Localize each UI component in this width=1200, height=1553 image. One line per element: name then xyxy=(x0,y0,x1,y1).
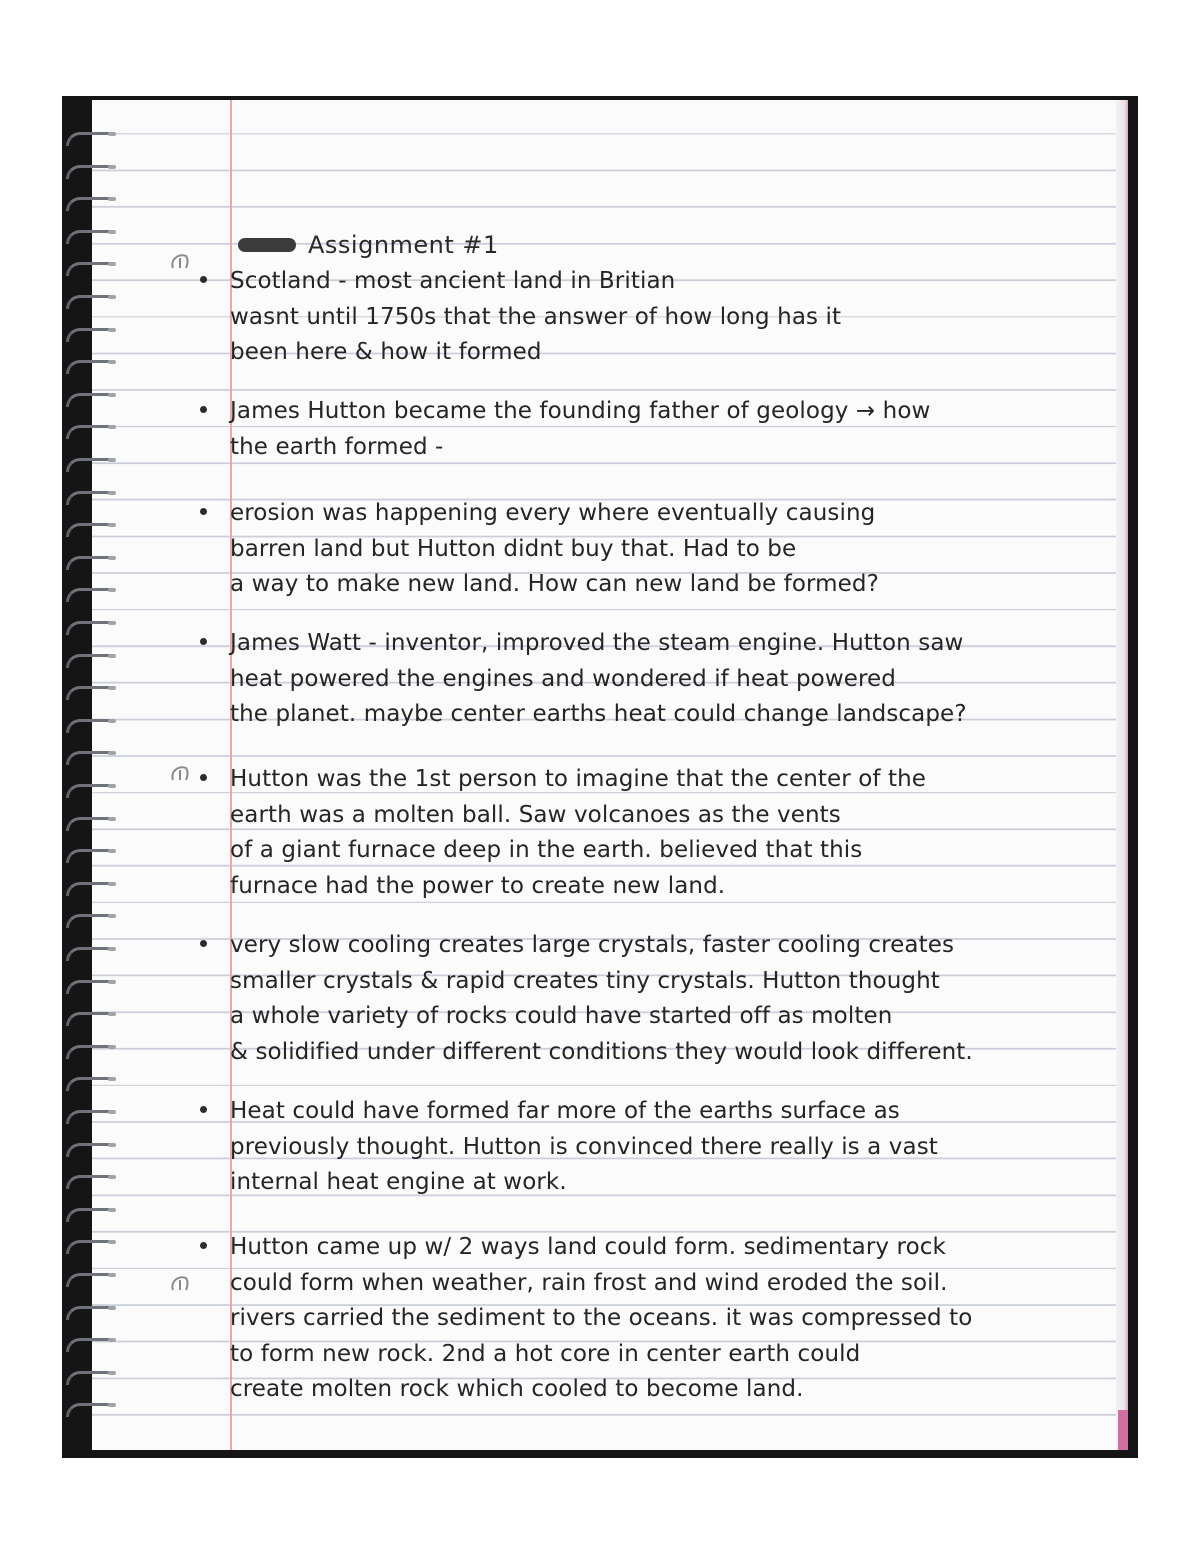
bullet-point xyxy=(200,508,207,515)
note-line: to form new rock. 2nd a hot core in center earth could xyxy=(230,1340,861,1367)
note-line: barren land but Hutton didnt buy that. Had to be xyxy=(230,535,797,562)
note-line: & solidified under different conditions they would look different. xyxy=(230,1038,973,1065)
note-line: Hutton was the 1st person to imagine that the center of the xyxy=(230,766,927,792)
hole-punch-icon xyxy=(168,250,192,274)
note-line: heat powered the engines and wondered if heat powered xyxy=(230,665,896,692)
title-row xyxy=(238,228,499,262)
note-line: furnace had the power to create new land. xyxy=(230,872,726,899)
note-line: James Hutton became the founding father of geology → how xyxy=(230,398,931,424)
bullet-point xyxy=(200,1242,207,1249)
note-line: the planet. maybe center earths heat could change landscape? xyxy=(230,701,967,727)
note-line: rivers carried the sediment to the oceans. it was compressed to xyxy=(230,1305,973,1331)
page-title: Assignment #1 xyxy=(308,231,499,259)
note-line: Heat could have formed far more of the earths surface as xyxy=(230,1098,900,1124)
bullet-point xyxy=(200,276,207,283)
note-item xyxy=(230,928,1060,1070)
scribble-mark xyxy=(238,238,296,252)
note-line: create molten rock which cooled to become land. xyxy=(230,1376,804,1402)
note-item xyxy=(230,626,1060,733)
note-line: a way to make new land. How can new land be formed? xyxy=(230,571,879,597)
hole-punch-icon xyxy=(168,762,192,786)
note-line: erosion was happening every where eventually causing xyxy=(230,500,876,526)
note-line: Scotland - most ancient land in Britian xyxy=(230,268,676,294)
note-item xyxy=(230,394,1060,465)
note-line: could form when weather, rain frost and wind eroded the soil. xyxy=(230,1269,948,1296)
note-line: internal heat engine at work. xyxy=(230,1169,567,1195)
note-line: of a giant furnace deep in the earth. believed that this xyxy=(230,837,863,863)
note-line: earth was a molten ball. Saw volcanoes as the vents xyxy=(230,801,841,828)
note-line: very slow cooling creates large crystals, faster cooling creates xyxy=(230,932,955,958)
note-line: the earth formed - xyxy=(230,433,444,460)
note-item xyxy=(230,496,1060,603)
note-line: been here & how it formed xyxy=(230,339,542,365)
note-item xyxy=(230,264,1060,371)
note-item xyxy=(230,1094,1060,1201)
note-line: Hutton came up w/ 2 ways land could form. sedimentary rock xyxy=(230,1234,946,1260)
note-line: wasnt until 1750s that the answer of how long has it xyxy=(230,303,842,330)
note-item xyxy=(230,1230,1060,1408)
note-line: smaller crystals & rapid creates tiny crystals. Hutton thought xyxy=(230,967,940,994)
bullet-point xyxy=(200,638,207,645)
note-line: a whole variety of rocks could have started off as molten xyxy=(230,1003,893,1029)
bullet-point xyxy=(200,406,207,413)
note-line: James Watt - inventor, improved the steam engine. Hutton saw xyxy=(230,630,964,656)
note-line: previously thought. Hutton is convinced there really is a vast xyxy=(230,1133,938,1160)
hole-punch-icon xyxy=(168,1272,192,1296)
note-item xyxy=(230,762,1060,904)
bullet-point xyxy=(200,774,207,781)
bullet-point xyxy=(200,940,207,947)
bullet-point xyxy=(200,1106,207,1113)
